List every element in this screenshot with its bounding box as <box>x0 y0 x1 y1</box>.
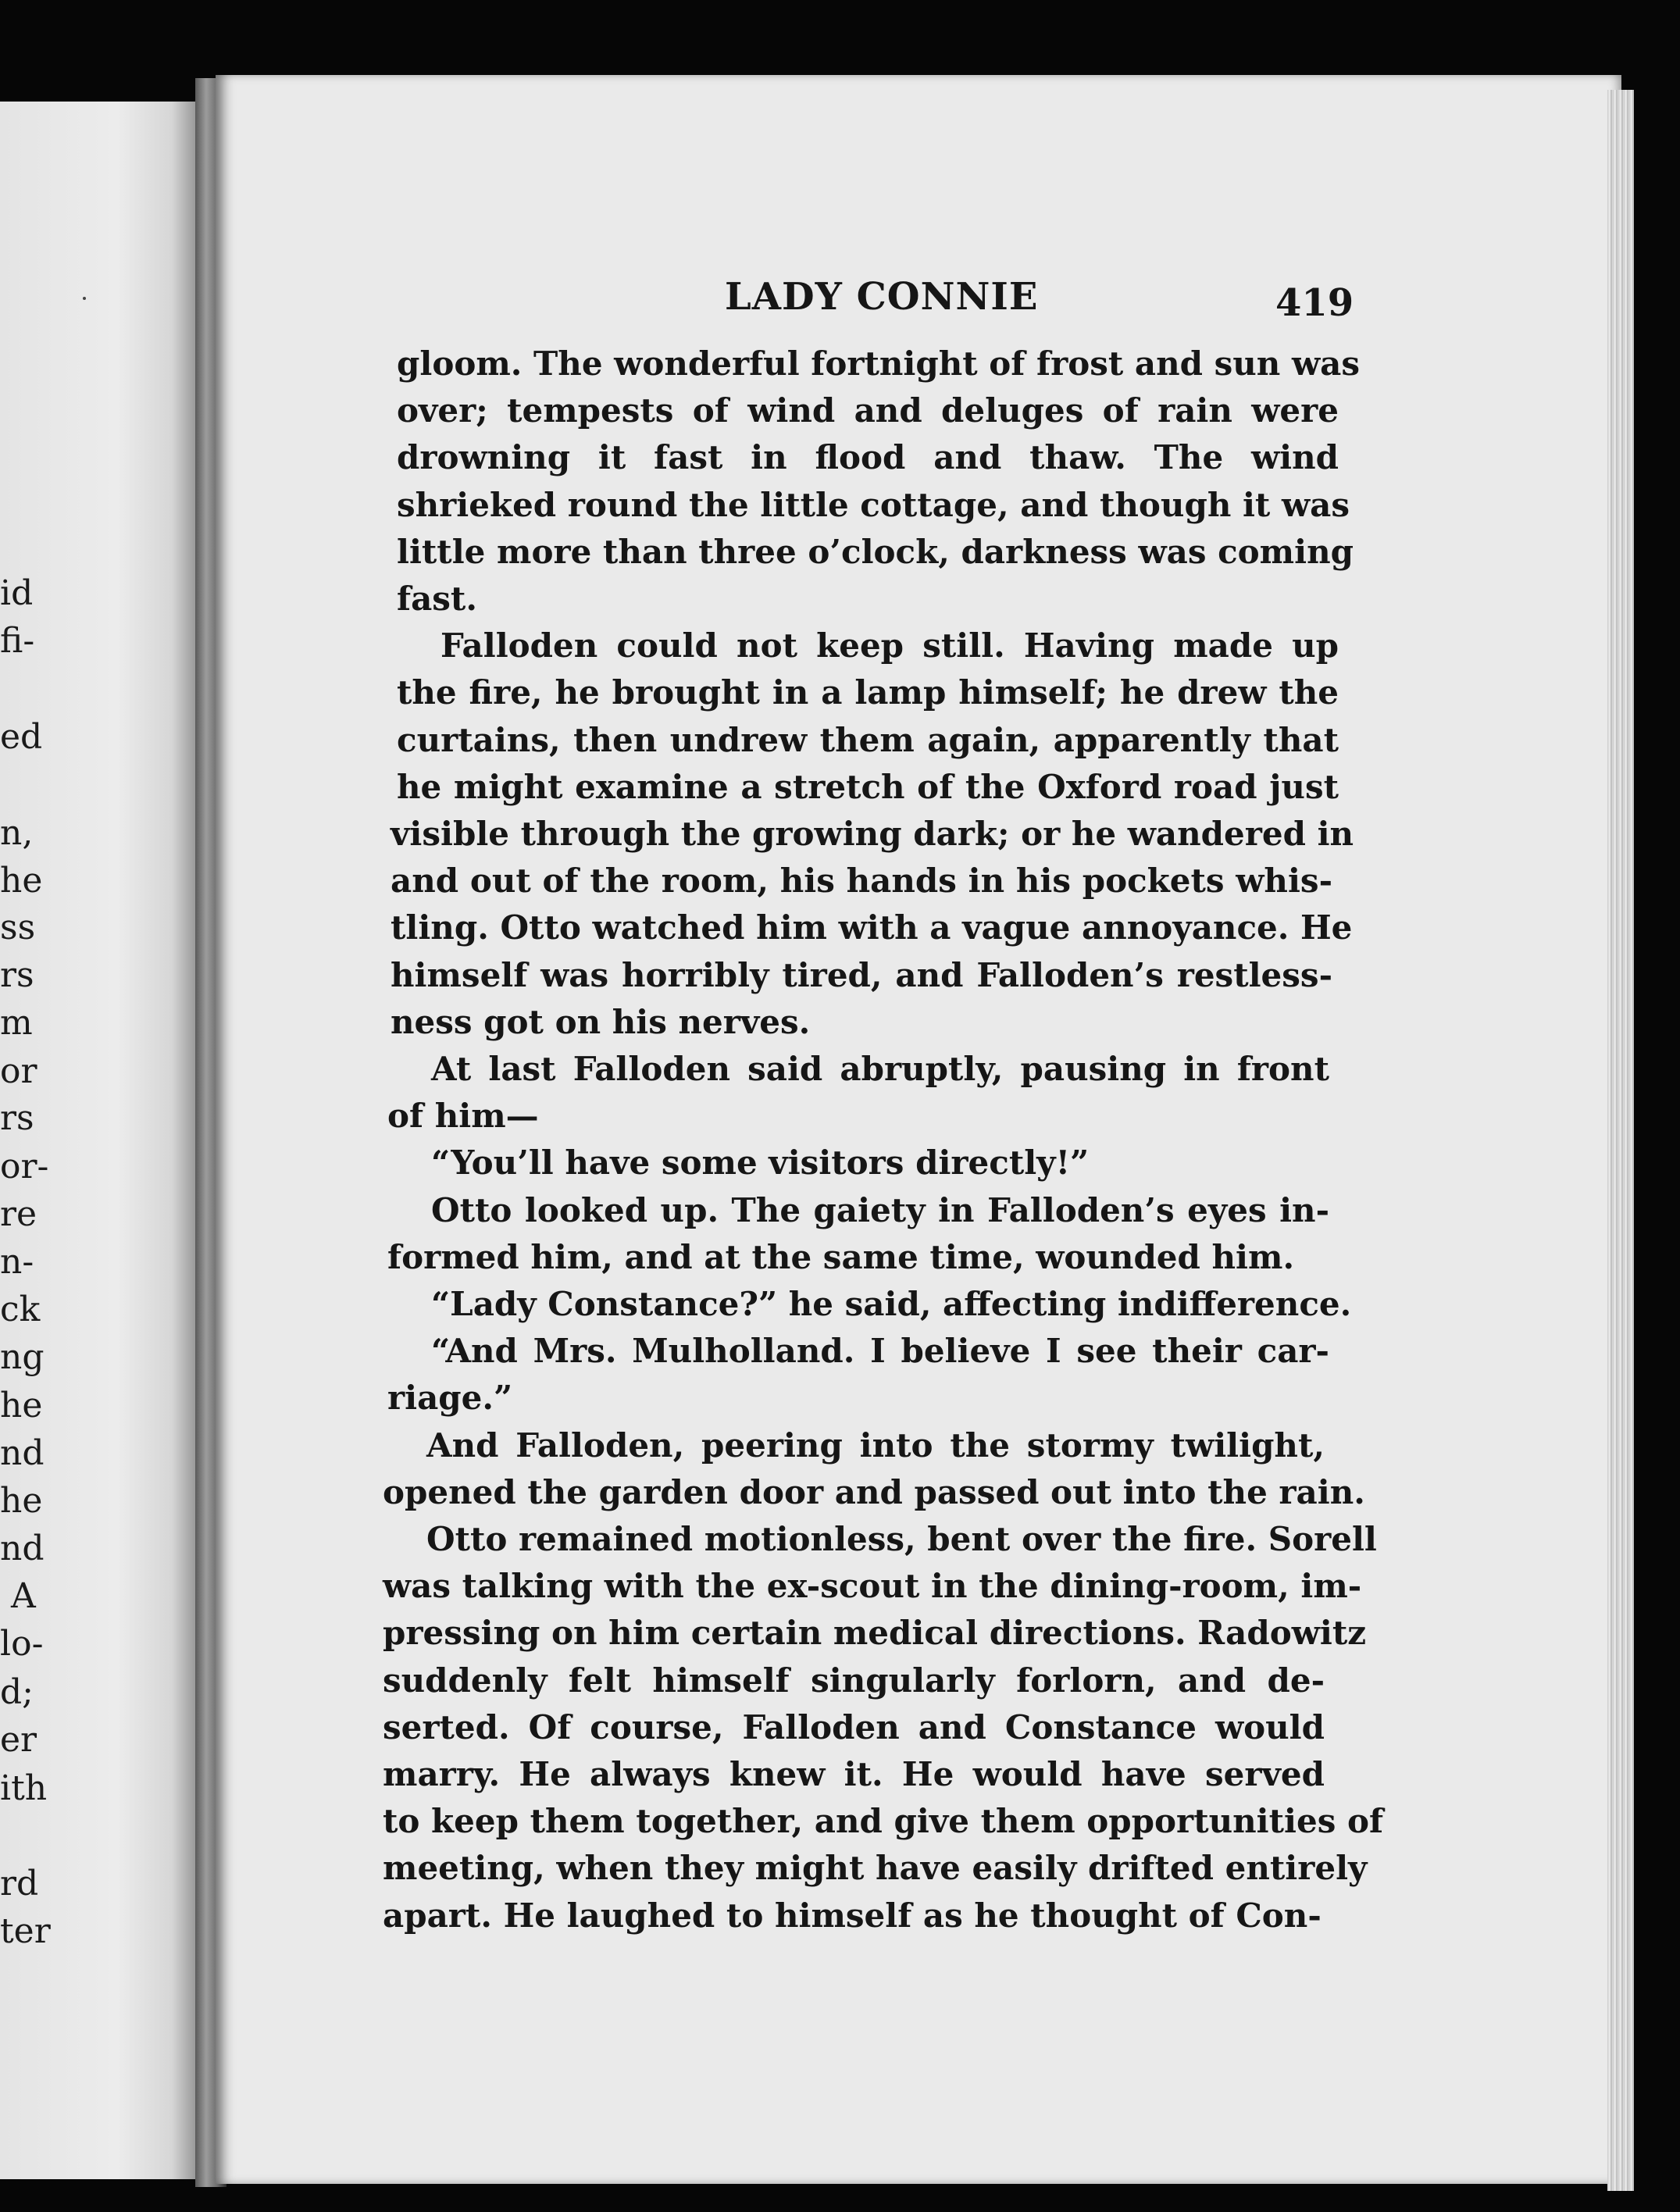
text-line: to keep them together, and give them opportunities of <box>383 1802 1384 1840</box>
left-page-fragment: ng <box>0 1337 45 1377</box>
text-line: At last Falloden said abruptly, pausing in front <box>431 1050 1329 1088</box>
left-page-fragment: nd <box>0 1529 45 1568</box>
text-line: riage.” <box>387 1379 513 1417</box>
left-page-fragment: A <box>11 1576 36 1616</box>
left-page-fragment: lo- <box>0 1624 44 1664</box>
left-page-fragment: d; <box>0 1672 34 1712</box>
text-line: of him— <box>387 1097 539 1135</box>
text-line: gloom. The wonderful fortnight of frost and sun was <box>397 344 1360 383</box>
text-line: pressing on him certain medical directions. Radowitz <box>383 1614 1367 1652</box>
page-number: 419 <box>1275 281 1354 325</box>
text-line: And Falloden, peering into the stormy twilight, <box>426 1426 1325 1465</box>
text-line: ness got on his nerves. <box>391 1003 811 1041</box>
left-page-fragment: id <box>0 573 34 613</box>
text-line: himself was horribly tired, and Falloden’s restless- <box>391 956 1332 994</box>
left-page-fragment: ck <box>0 1290 41 1329</box>
left-page-fragment: rd <box>0 1864 39 1903</box>
left-page-fragment: he <box>0 1386 43 1425</box>
text-line: fast. <box>397 580 477 618</box>
text-line: and out of the room, his hands in his pockets whis- <box>391 862 1332 900</box>
text-line: serted. Of course, Falloden and Constance would <box>383 1708 1325 1746</box>
left-page-fragment: rs <box>0 955 34 995</box>
left-page-fragment: rs <box>0 1098 34 1138</box>
left-page-fragment: he <box>0 861 43 901</box>
text-line: “And Mrs. Mulholland. I believe I see their car- <box>431 1332 1329 1370</box>
left-page-fragment: ed <box>0 717 43 757</box>
text-line: “You’ll have some visitors directly!” <box>431 1143 1090 1182</box>
text-line: was talking with the ex-scout in the dining-room, im- <box>383 1567 1362 1605</box>
text-line: the fire, he brought in a lamp himself; he drew the <box>397 673 1339 712</box>
text-line: curtains, then undrew them again, apparently that <box>397 721 1339 759</box>
previous-page-edge <box>0 102 195 2179</box>
text-line: visible through the growing dark; or he wandered in <box>391 815 1354 853</box>
text-line: “Lady Constance?” he said, affecting indifference. <box>431 1285 1352 1323</box>
text-line: apart. He laughed to himself as he thought of Con- <box>383 1896 1322 1935</box>
text-line: Otto looked up. The gaiety in Falloden’s eyes in- <box>431 1191 1329 1229</box>
left-page-fragment: he <box>0 1481 43 1521</box>
text-line: shrieked round the little cottage, and though it was <box>397 486 1350 524</box>
left-page-fragment: nd <box>0 1433 45 1473</box>
speck <box>83 297 86 300</box>
page-edges <box>1607 90 1634 2191</box>
text-line: meeting, when they might have easily drifted entirely <box>383 1849 1368 1887</box>
text-line: formed him, and at the same time, wounded him. <box>387 1238 1295 1276</box>
left-page-fragment: or <box>0 1051 37 1091</box>
text-line: Otto remained motionless, bent over the fire. Sorell <box>426 1520 1377 1558</box>
left-page-fragment: m <box>0 1003 33 1043</box>
text-line: he might examine a stretch of the Oxford road just <box>397 768 1339 806</box>
text-line: opened the garden door and passed out into the rain. <box>383 1473 1365 1511</box>
text-line: little more than three o’clock, darkness was coming <box>397 533 1354 571</box>
text-line: over; tempests of wind and deluges of rain were <box>397 391 1339 430</box>
left-page-fragment: n- <box>0 1242 34 1282</box>
text-line: suddenly felt himself singularly forlorn, and de- <box>383 1661 1325 1700</box>
left-page-fragment: ith <box>0 1768 48 1808</box>
left-page-fragment: ss <box>0 908 36 947</box>
running-head: LADY CONNIE <box>725 275 1039 319</box>
left-page-fragment: er <box>0 1720 37 1760</box>
text-line: tling. Otto watched him with a vague annoyance. He <box>391 908 1353 947</box>
left-page-fragment: fi- <box>0 621 35 661</box>
text-line: marry. He always knew it. He would have served <box>383 1755 1325 1793</box>
left-page-fragment: re <box>0 1194 37 1234</box>
left-page-fragment: ter <box>0 1911 51 1951</box>
text-line: Falloden could not keep still. Having made up <box>441 626 1339 665</box>
left-page-fragment: n, <box>0 813 34 853</box>
left-page-fragment: or- <box>0 1147 49 1186</box>
text-line: drowning it fast in flood and thaw. The wind <box>397 438 1339 476</box>
